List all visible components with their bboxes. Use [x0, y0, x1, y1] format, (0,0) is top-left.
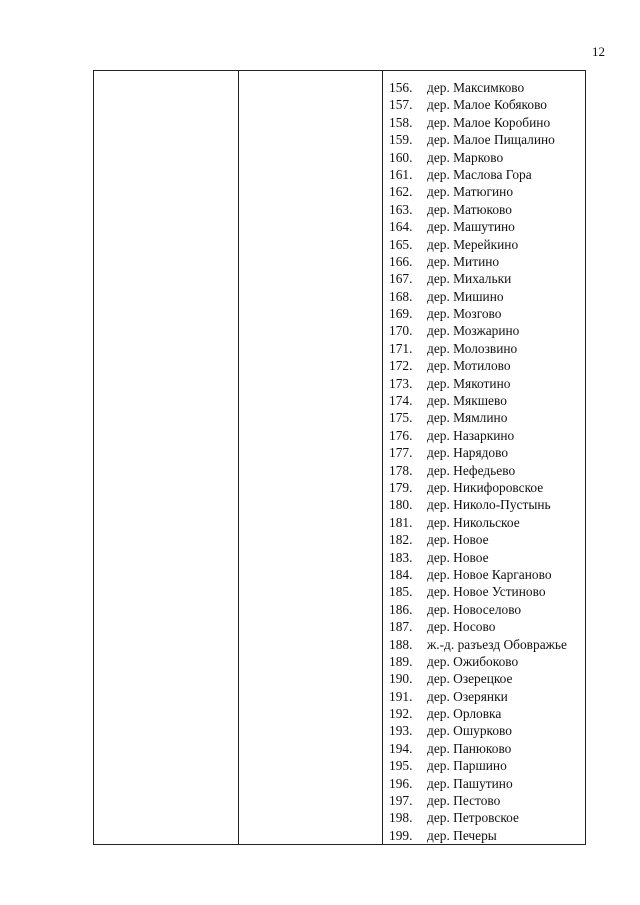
item-name: дер. Новое Устиново	[427, 584, 546, 600]
list-item	[383, 131, 585, 148]
item-number: 165.	[389, 236, 413, 252]
item-number: 157.	[389, 97, 413, 113]
item-number: 190.	[389, 671, 413, 687]
item-name: дер. Мозжарино	[427, 323, 520, 339]
item-name: дер. Печеры	[427, 827, 497, 843]
item-number: 195.	[389, 758, 413, 774]
item-number: 159.	[389, 132, 413, 148]
item-number: 185.	[389, 584, 413, 600]
item-name: дер. Паршино	[427, 758, 507, 774]
item-number: 174.	[389, 393, 413, 409]
list-item	[383, 357, 585, 374]
list-item	[383, 792, 585, 809]
item-name: дер. Новоселово	[427, 601, 522, 617]
list-item	[383, 444, 585, 461]
list-item	[383, 583, 585, 600]
item-name: ж.-д. разъезд Обовражье	[427, 636, 567, 652]
item-number: 191.	[389, 688, 413, 704]
list-item	[383, 531, 585, 548]
item-name: дер. Михальки	[427, 271, 512, 287]
item-number: 183.	[389, 549, 413, 565]
item-name: дер. Малое Кобяково	[427, 97, 547, 113]
list-item	[383, 288, 585, 305]
item-number: 198.	[389, 810, 413, 826]
item-name: дер. Ожибоково	[427, 653, 519, 669]
list-item	[383, 149, 585, 166]
item-name: дер. Мякшево	[427, 393, 507, 409]
list-item	[383, 96, 585, 113]
item-name: дер. Мякотино	[427, 375, 511, 391]
item-name: дер. Никольское	[427, 514, 520, 530]
item-name: дер. Матюково	[427, 201, 512, 217]
item-number: 161.	[389, 166, 413, 182]
list-item	[383, 218, 585, 235]
item-number: 194.	[389, 740, 413, 756]
list-item	[383, 479, 585, 496]
item-number: 160.	[389, 149, 413, 165]
list-item	[383, 305, 585, 322]
item-number: 172.	[389, 358, 413, 374]
item-number: 184.	[389, 566, 413, 582]
item-number: 192.	[389, 706, 413, 722]
list-item	[383, 462, 585, 479]
item-name: дер. Никифоровское	[427, 479, 544, 495]
item-name: дер. Мерейкино	[427, 236, 519, 252]
list-item	[383, 653, 585, 670]
item-number: 189.	[389, 653, 413, 669]
item-number: 167.	[389, 271, 413, 287]
item-name: дер. Пашутино	[427, 775, 513, 791]
item-number: 179.	[389, 479, 413, 495]
item-number: 166.	[389, 253, 413, 269]
item-number: 182.	[389, 532, 413, 548]
item-name: дер. Матюгино	[427, 184, 514, 200]
item-name: дер. Нарядово	[427, 445, 509, 461]
item-name: дер. Назаркино	[427, 427, 515, 443]
list-item	[383, 688, 585, 705]
item-number: 169.	[389, 306, 413, 322]
item-number: 196.	[389, 775, 413, 791]
list-item	[383, 670, 585, 687]
item-number: 175.	[389, 410, 413, 426]
item-name: дер. Малое Пищалино	[427, 132, 555, 148]
item-name: дер. Малое Коробино	[427, 114, 551, 130]
item-name: дер. Панюково	[427, 740, 512, 756]
settlement-list	[383, 79, 585, 844]
item-name: дер. Мишино	[427, 288, 504, 304]
item-number: 180.	[389, 497, 413, 513]
list-item	[383, 722, 585, 739]
list-item	[383, 427, 585, 444]
item-name: дер. Ошурково	[427, 723, 512, 739]
item-name: дер. Озерецкое	[427, 671, 513, 687]
item-number: 162.	[389, 184, 413, 200]
item-number: 199.	[389, 827, 413, 843]
list-item	[383, 183, 585, 200]
table-column-1	[94, 71, 239, 844]
list-item	[383, 636, 585, 653]
list-item	[383, 775, 585, 792]
item-name: дер. Носово	[427, 619, 496, 635]
item-name: дер. Нефедьево	[427, 462, 516, 478]
list-item	[383, 740, 585, 757]
list-item	[383, 166, 585, 183]
list-item	[383, 757, 585, 774]
item-name: дер. Новое	[427, 532, 489, 548]
item-number: 178.	[389, 462, 413, 478]
table-column-2	[239, 71, 383, 844]
item-name: дер. Новое Карганово	[427, 566, 552, 582]
list-item	[383, 270, 585, 287]
item-number: 177.	[389, 445, 413, 461]
item-name: дер. Марково	[427, 149, 504, 165]
list-item	[383, 514, 585, 531]
list-item	[383, 114, 585, 131]
list-item	[383, 827, 585, 844]
list-item	[383, 618, 585, 635]
item-name: дер. Мозгово	[427, 306, 502, 322]
item-number: 187.	[389, 619, 413, 635]
item-name: дер. Петровское	[427, 810, 519, 826]
list-item	[383, 601, 585, 618]
item-name: дер. Максимково	[427, 80, 525, 95]
item-number: 188.	[389, 636, 413, 652]
item-name: дер. Митино	[427, 253, 500, 269]
item-number: 181.	[389, 514, 413, 530]
list-item	[383, 375, 585, 392]
item-number: 173.	[389, 375, 413, 391]
list-item	[383, 496, 585, 513]
list-item	[383, 566, 585, 583]
item-name: дер. Новое	[427, 549, 489, 565]
item-number: 170.	[389, 323, 413, 339]
item-name: дер. Озерянки	[427, 688, 508, 704]
item-number: 186.	[389, 601, 413, 617]
list-item	[383, 392, 585, 409]
item-name: дер. Молозвино	[427, 340, 518, 356]
item-number: 156.	[389, 80, 413, 95]
item-number: 168.	[389, 288, 413, 304]
list-item	[383, 809, 585, 826]
list-item	[383, 236, 585, 253]
page-number: 12	[592, 44, 605, 59]
list-item	[383, 79, 585, 96]
list-item	[383, 705, 585, 722]
item-number: 164.	[389, 219, 413, 235]
item-name: дер. Мямлино	[427, 410, 508, 426]
item-name: дер. Маслова Гора	[427, 166, 532, 182]
list-item	[383, 340, 585, 357]
item-name: дер. Машутино	[427, 219, 515, 235]
settlements-table	[93, 70, 586, 845]
item-number: 176.	[389, 427, 413, 443]
item-number: 197.	[389, 793, 413, 809]
list-item	[383, 253, 585, 270]
item-name: дер. Пестово	[427, 793, 501, 809]
list-item	[383, 322, 585, 339]
item-name: дер. Мотилово	[427, 358, 511, 374]
list-item	[383, 549, 585, 566]
list-item	[383, 201, 585, 218]
table-column-3	[383, 71, 585, 844]
item-name: дер. Николо-Пустынь	[427, 497, 551, 513]
item-number: 163.	[389, 201, 413, 217]
item-number: 158.	[389, 114, 413, 130]
item-name: дер. Орловка	[427, 706, 502, 722]
item-number: 171.	[389, 340, 413, 356]
item-number: 193.	[389, 723, 413, 739]
list-item	[383, 409, 585, 426]
